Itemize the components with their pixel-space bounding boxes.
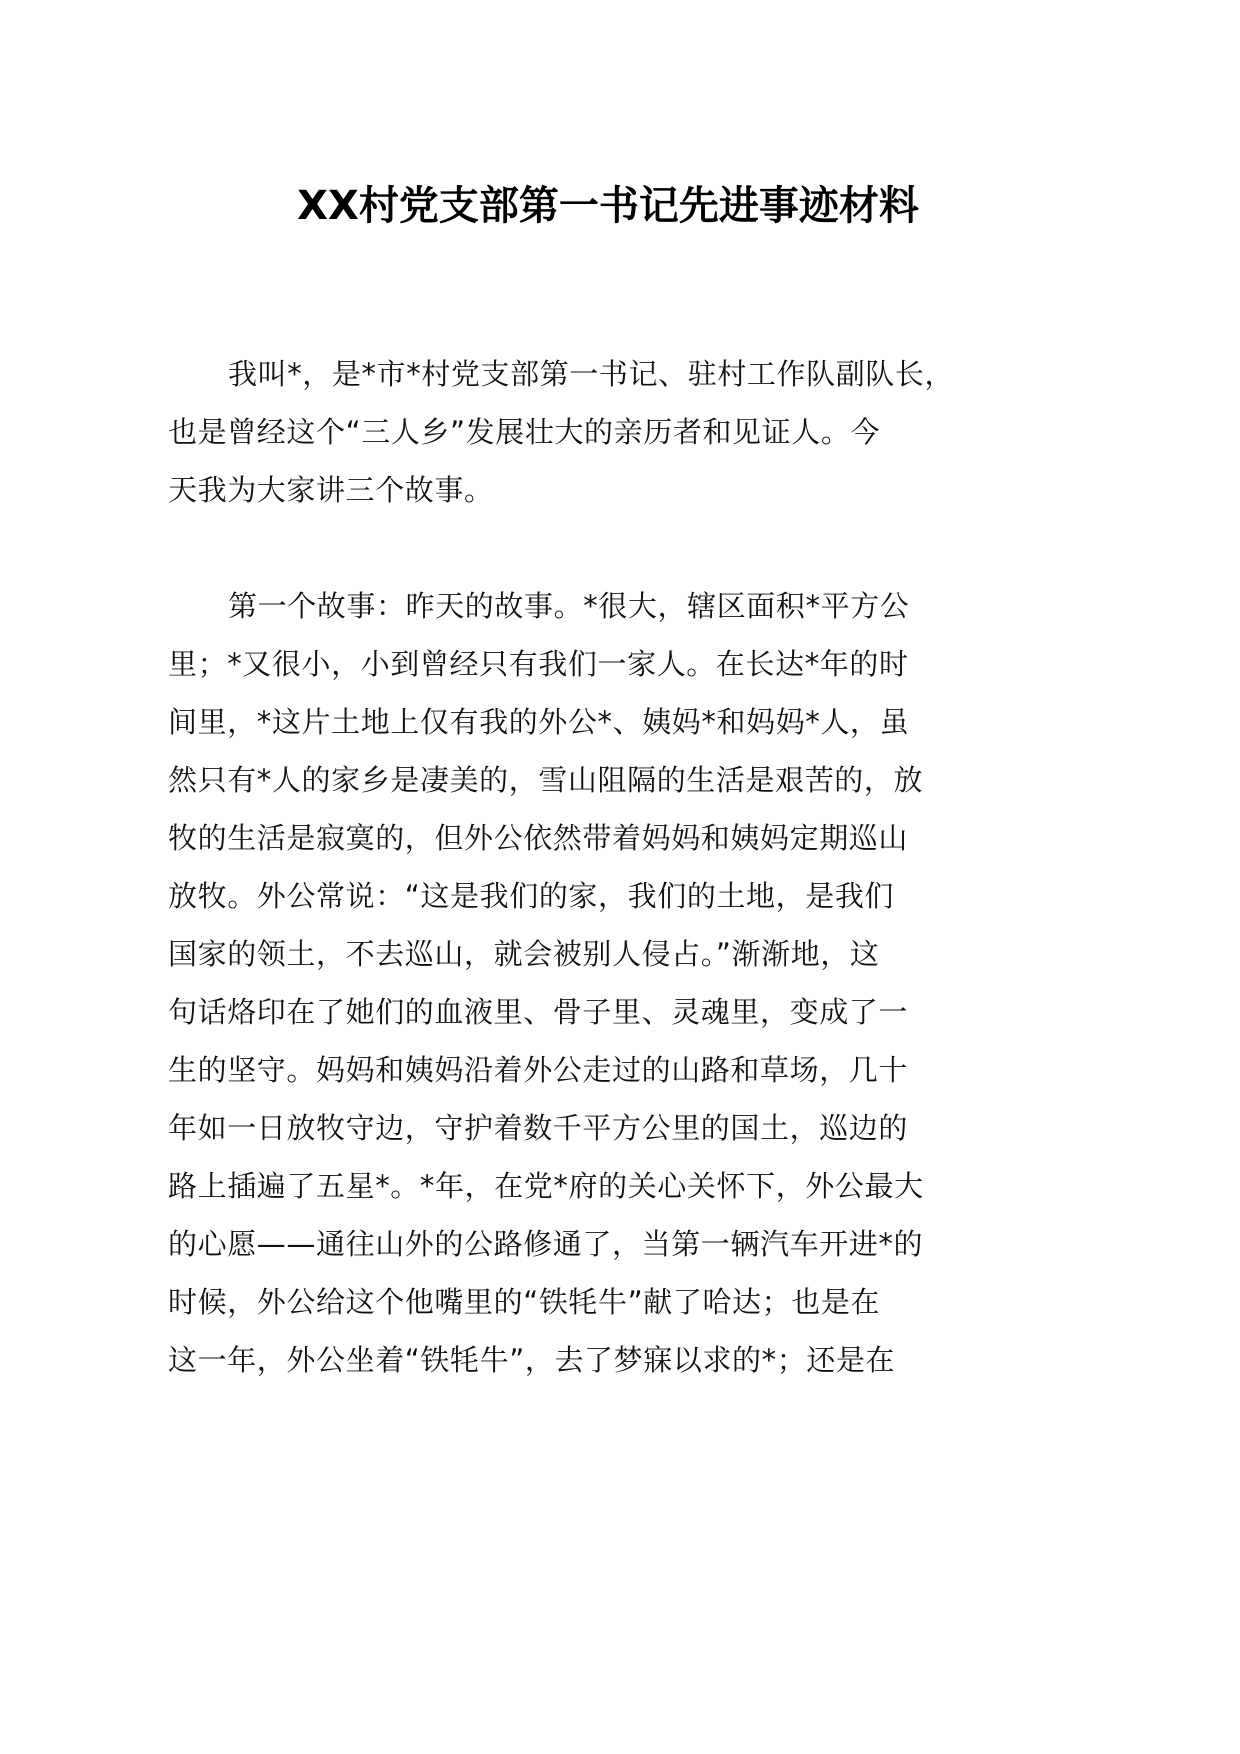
text-line: 这一年，外公坐着“铁牦牛”，去了梦寐以求的*；还是在 [168,1343,896,1377]
text-line: 年如一日放牧守边，守护着数千平方公里的国土，巡边的 [168,1111,909,1145]
text-line: 里；*又很小，小到曾经只有我们一家人。在长达*年的时 [168,647,909,681]
text-line: 然只有*人的家乡是凄美的，雪山阻隔的生活是艰苦的，放 [168,763,924,797]
paragraph-first-story [168,577,958,1389]
document-title: XX村党支部第一书记先进事迹材料 [297,183,919,229]
text-line: 句话烙印在了她们的血液里、骨子里、灵魂里，变成了一 [168,995,909,1029]
text-line: 国家的领土，不去巡山，就会被别人侵占。”渐渐地，这 [168,937,880,971]
text-line: 我叫*，是*市*村党支部第一书记、驻村工作队副队长， [228,357,955,391]
text-line: 放牧。外公常说：“这是我们的家，我们的土地，是我们 [168,879,895,913]
text-line: 牧的生活是寂寞的，但外公依然带着妈妈和姨妈定期巡山 [168,821,909,855]
text-line: 的心愿——通往山外的公路修通了，当第一辆汽车开进*的 [168,1227,924,1261]
paragraph-intro [168,345,958,519]
text-line: 路上插遍了五星*。*年，在党*府的关心关怀下，外公最大 [168,1169,924,1203]
text-line: 时候，外公给这个他嘴里的“铁牦牛”献了哈达；也是在 [168,1285,881,1319]
text-line: 生的坚守。妈妈和姨妈沿着外公走过的山路和草场，几十 [168,1053,909,1087]
text-line: 间里，*这片土地上仅有我的外公*、姨妈*和妈妈*人，虽 [168,705,910,739]
text-line: 天我为大家讲三个故事。 [168,473,494,507]
text-line: 第一个故事：昨天的故事。*很大，辖区面积*平方公 [228,589,910,623]
text-line: 也是曾经这个“三人乡”发展壮大的亲历者和见证人。今 [168,415,881,449]
